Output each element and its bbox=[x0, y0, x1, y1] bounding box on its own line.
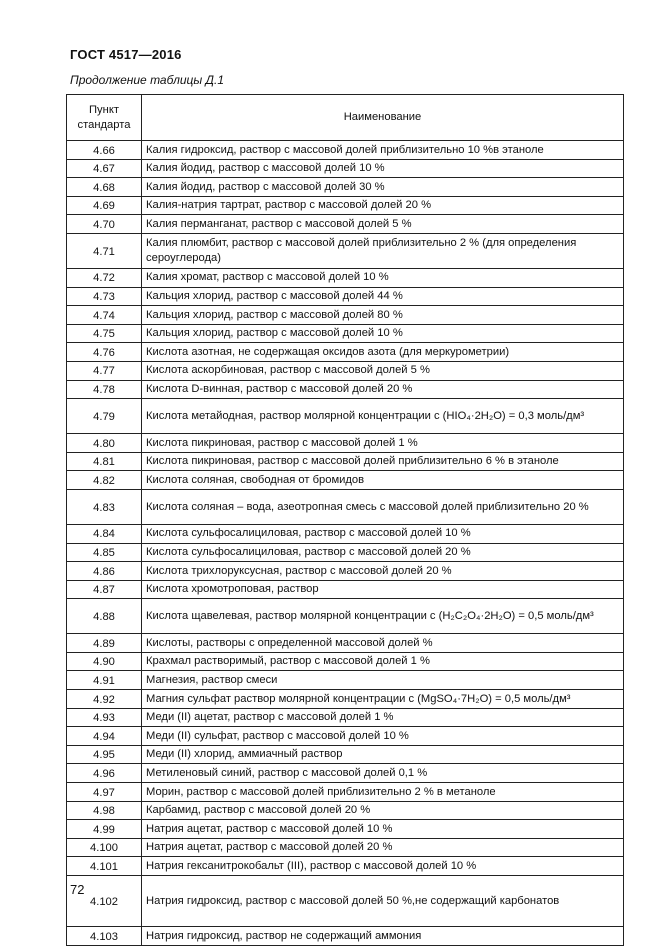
table-row bbox=[67, 196, 624, 215]
clause-number-cell: 4.71 bbox=[67, 233, 142, 268]
clause-number-cell: 4.66 bbox=[67, 141, 142, 160]
table-row bbox=[67, 708, 624, 727]
table-row bbox=[67, 562, 624, 581]
reagent-name-cell: Метиленовый синий, раствор с массовой долей 0,1 % bbox=[142, 764, 624, 783]
reagent-name-cell: Меди (II) сульфат, раствор с массовой долей 10 % bbox=[142, 727, 624, 746]
reagent-name-cell: Кислота пикриновая, раствор с массовой долей 1 % bbox=[142, 434, 624, 453]
clause-number-cell: 4.97 bbox=[67, 783, 142, 802]
table-row bbox=[67, 215, 624, 234]
reagent-name-cell: Калия плюмбит, раствор с массовой долей приблизительно 2 % (для определения сероуглерода) bbox=[142, 233, 624, 268]
reagent-name-cell: Кальция хлорид, раствор с массовой долей 80 % bbox=[142, 306, 624, 325]
table-row bbox=[67, 838, 624, 857]
table-row bbox=[67, 580, 624, 599]
table-row bbox=[67, 820, 624, 839]
reagent-name-cell: Натрия ацетат, раствор с массовой долей 10 % bbox=[142, 820, 624, 839]
table-row bbox=[67, 524, 624, 543]
clause-number-cell: 4.70 bbox=[67, 215, 142, 234]
clause-number-cell: 4.82 bbox=[67, 471, 142, 490]
clause-number-cell: 4.81 bbox=[67, 452, 142, 471]
table-row bbox=[67, 634, 624, 653]
table-row bbox=[67, 324, 624, 343]
reagent-name-cell: Морин, раствор с массовой долей приблизительно 2 % в метаноле bbox=[142, 783, 624, 802]
clause-number-cell: 4.95 bbox=[67, 745, 142, 764]
header-clause-line-1: Пункт bbox=[89, 103, 119, 116]
reagent-name-cell: Кислота хромотроповая, раствор bbox=[142, 580, 624, 599]
table-row bbox=[67, 361, 624, 380]
table-row bbox=[67, 857, 624, 876]
clause-number-cell: 4.92 bbox=[67, 690, 142, 709]
table-row bbox=[67, 306, 624, 325]
reagent-name-cell: Калия хромат, раствор с массовой долей 10 % bbox=[142, 268, 624, 287]
reagent-name-cell: Меди (II) хлорид, аммиачный раствор bbox=[142, 745, 624, 764]
clause-number-cell: 4.79 bbox=[67, 399, 142, 434]
header-clause-line-2: стандарта bbox=[77, 118, 131, 131]
reagent-name-cell: Натрия ацетат, раствор с массовой долей 20 % bbox=[142, 838, 624, 857]
reagent-name-cell: Кислота аскорбиновая, раствор с массовой долей 5 % bbox=[142, 361, 624, 380]
table-row bbox=[67, 178, 624, 197]
reagent-name-cell: Калия-натрия тартрат, раствор с массовой долей 20 % bbox=[142, 196, 624, 215]
table-row bbox=[67, 543, 624, 562]
table-row bbox=[67, 727, 624, 746]
table-row bbox=[67, 764, 624, 783]
reagent-name-cell: Кислота щавелевая, раствор молярной концентрации с (H₂C₂O₄·2H₂O) = 0,5 моль/дм³ bbox=[142, 599, 624, 634]
reagent-name-cell: Натрия гидроксид, раствор не содержащий аммония bbox=[142, 927, 624, 946]
table-row bbox=[67, 141, 624, 160]
clause-number-cell: 4.96 bbox=[67, 764, 142, 783]
clause-number-cell: 4.73 bbox=[67, 287, 142, 306]
clause-number-cell: 4.78 bbox=[67, 380, 142, 399]
clause-number-cell: 4.76 bbox=[67, 343, 142, 362]
reagent-name-cell: Кальция хлорид, раствор с массовой долей 44 % bbox=[142, 287, 624, 306]
table-row bbox=[67, 452, 624, 471]
table-row bbox=[67, 652, 624, 671]
reagent-name-cell: Кислота пикриновая, раствор с массовой долей приблизительно 6 % в этаноле bbox=[142, 452, 624, 471]
clause-number-cell: 4.69 bbox=[67, 196, 142, 215]
clause-number-cell: 4.89 bbox=[67, 634, 142, 653]
table-row bbox=[67, 287, 624, 306]
table-row bbox=[67, 783, 624, 802]
clause-number-cell: 4.75 bbox=[67, 324, 142, 343]
reagent-name-cell: Магнезия, раствор смеси bbox=[142, 671, 624, 690]
reagent-name-cell: Калия йодид, раствор с массовой долей 30 % bbox=[142, 178, 624, 197]
table-row bbox=[67, 434, 624, 453]
reagent-name-cell: Натрия гидроксид, раствор с массовой долей 50 %,не содержащий карбонатов bbox=[142, 876, 624, 927]
clause-number-cell: 4.94 bbox=[67, 727, 142, 746]
clause-number-cell: 4.84 bbox=[67, 524, 142, 543]
clause-number-cell: 4.83 bbox=[67, 489, 142, 524]
reagent-name-cell: Кислота сульфосалициловая, раствор с массовой долей 10 % bbox=[142, 524, 624, 543]
table-row bbox=[67, 671, 624, 690]
table-row bbox=[67, 927, 624, 946]
clause-number-cell: 4.91 bbox=[67, 671, 142, 690]
clause-number-cell: 4.88 bbox=[67, 599, 142, 634]
table-row bbox=[67, 745, 624, 764]
table-row bbox=[67, 690, 624, 709]
reagent-name-cell: Магния сульфат раствор молярной концентрации с (MgSO₄·7H₂O) = 0,5 моль/дм³ bbox=[142, 690, 624, 709]
table-row bbox=[67, 599, 624, 634]
table-row bbox=[67, 876, 624, 927]
reagent-name-cell: Кислота соляная, свободная от бромидов bbox=[142, 471, 624, 490]
table-row bbox=[67, 399, 624, 434]
table-row bbox=[67, 343, 624, 362]
clause-number-cell: 4.67 bbox=[67, 159, 142, 178]
reagent-name-cell: Кислота азотная, не содержащая оксидов азота (для меркурометрии) bbox=[142, 343, 624, 362]
reagent-name-cell: Кислота метайодная, раствор молярной концентрации с (HIO₄·2H₂O) = 0,3 моль/дм³ bbox=[142, 399, 624, 434]
table-row bbox=[67, 471, 624, 490]
clause-number-cell: 4.77 bbox=[67, 361, 142, 380]
clause-number-cell: 4.93 bbox=[67, 708, 142, 727]
reagent-name-cell: Кислота сульфосалициловая, раствор с массовой долей 20 % bbox=[142, 543, 624, 562]
reagent-name-cell: Калия йодид, раствор с массовой долей 10 % bbox=[142, 159, 624, 178]
clause-number-cell: 4.98 bbox=[67, 801, 142, 820]
table-row bbox=[67, 268, 624, 287]
clause-number-cell: 4.99 bbox=[67, 820, 142, 839]
clause-number-cell: 4.68 bbox=[67, 178, 142, 197]
reagent-name-cell: Кислота соляная – вода, азеотропная смесь с массовой долей приблизительно 20 % bbox=[142, 489, 624, 524]
doc-title: ГОСТ 4517—2016 bbox=[70, 47, 182, 62]
reagents-table bbox=[66, 94, 624, 946]
clause-number-cell: 4.74 bbox=[67, 306, 142, 325]
clause-number-cell: 4.87 bbox=[67, 580, 142, 599]
clause-number-cell: 4.90 bbox=[67, 652, 142, 671]
clause-number-cell: 4.103 bbox=[67, 927, 142, 946]
clause-number-cell: 4.72 bbox=[67, 268, 142, 287]
page-number: 72 bbox=[70, 882, 85, 897]
clause-number-cell: 4.85 bbox=[67, 543, 142, 562]
header-clause bbox=[67, 95, 142, 141]
reagent-name-cell: Меди (II) ацетат, раствор с массовой долей 1 % bbox=[142, 708, 624, 727]
clause-number-cell: 4.86 bbox=[67, 562, 142, 581]
clause-number-cell: 4.80 bbox=[67, 434, 142, 453]
clause-number-cell: 4.101 bbox=[67, 857, 142, 876]
table-continuation-caption: Продолжение таблицы Д.1 bbox=[70, 73, 225, 87]
table-row bbox=[67, 489, 624, 524]
table-row bbox=[67, 801, 624, 820]
reagent-name-cell: Карбамид, раствор с массовой долей 20 % bbox=[142, 801, 624, 820]
table-row bbox=[67, 159, 624, 178]
reagent-name-cell: Кальция хлорид, раствор с массовой долей 10 % bbox=[142, 324, 624, 343]
reagent-name-cell: Кислоты, растворы с определенной массовой долей % bbox=[142, 634, 624, 653]
reagent-name-cell: Калия гидроксид, раствор с массовой долей приблизительно 10 %в этаноле bbox=[142, 141, 624, 160]
reagent-name-cell: Кислота трихлоруксусная, раствор с массовой долей 20 % bbox=[142, 562, 624, 581]
clause-number-cell: 4.100 bbox=[67, 838, 142, 857]
clause-number-cell: 4.102 bbox=[67, 876, 142, 927]
table-header-row bbox=[67, 95, 624, 141]
reagent-name-cell: Натрия гексанитрокобальт (III), раствор с массовой долей 10 % bbox=[142, 857, 624, 876]
header-name: Наименование bbox=[142, 95, 624, 141]
reagent-name-cell: Кислота D-винная, раствор с массовой долей 20 % bbox=[142, 380, 624, 399]
table-row bbox=[67, 380, 624, 399]
reagent-name-cell: Калия перманганат, раствор с массовой долей 5 % bbox=[142, 215, 624, 234]
reagent-name-cell: Крахмал растворимый, раствор с массовой долей 1 % bbox=[142, 652, 624, 671]
table-row bbox=[67, 233, 624, 268]
